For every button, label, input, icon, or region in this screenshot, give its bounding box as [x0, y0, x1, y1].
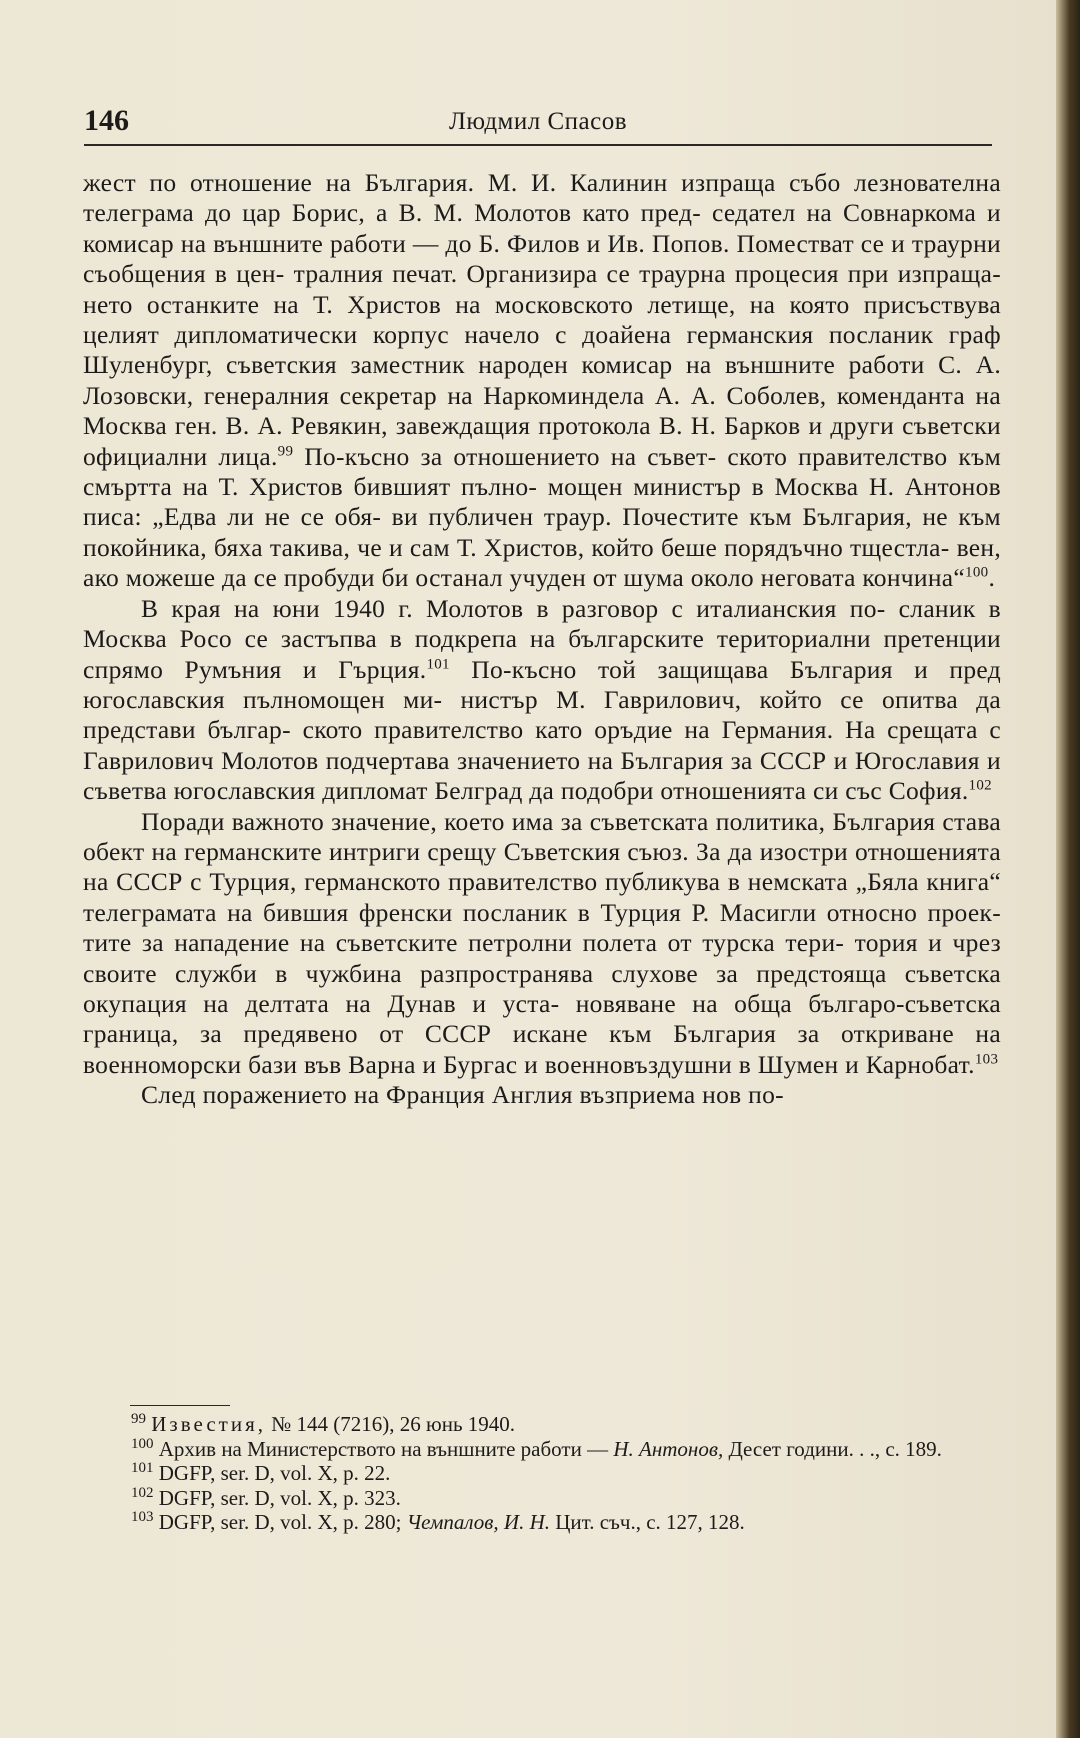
footnote-ref: 100	[965, 564, 989, 581]
footnote-text: Цит. съч., с. 127, 128.	[555, 1510, 745, 1535]
footnote-text: DGFP, ser. D, vol. X, p. 323.	[158, 1485, 401, 1510]
footnote-text: DGFP, ser. D, vol. X, p. 22.	[158, 1461, 391, 1486]
footnote-100	[83, 1437, 1001, 1462]
paragraph-text: Поради важното значение, което има за съветската политика, България става обект на германските интриги срещу Съветския съюз. За да изостри отношенията на СССР с Турция, германското правителство публикува в немската „Бяла книга“ телеграмата на бившия френски посланик в Турция Р. Масигли относно проек- тите за нападение на съветските петролни полета от турска тери- тория и чрез своите служби в чужбина разпространява слухове за предстояща съветска окупация на делтата на Дунав и уста- новяване на обща българо-съветска граница, за предявено от СССР искане към България за откриване на военноморски бази във Варна и Бургас и военновъздушни в Шумен и Карнобат.	[83, 806, 1001, 1079]
footnote-number: 99	[131, 1411, 146, 1427]
footnote-number: 100	[131, 1435, 154, 1452]
paragraph-2	[83, 594, 1001, 807]
paragraph-text: жест по отношение на България. М. И. Калинин изпраща събо лезнователна телеграма до цар Борис, а В. М. Молотов като пред- седател на Совнаркома и комисар на външните работи — до Б. Филов и Ив. Попов. Поместват се и траурни съобщения в цен- тралния печат. Организира се траурна процесия при изпраща- нето останките на Т. Христов на московското летище, на която присъствува целият дипломатически корпус начело с доайена германския посланик граф Шуленбург, съветския заместник народен комисар на външните работи С. А. Лозовски, генералния секретар на Наркоминдела А. А. Соболев, коменданта на Москва ген. В. А. Ревякин, завеждащия протокола В. Н. Барков и други съветски официални лица.	[83, 168, 1001, 471]
footnotes	[83, 1412, 1001, 1535]
footnote-99	[83, 1412, 1001, 1437]
footnote-ref: 102	[968, 777, 992, 794]
body-text	[83, 168, 1001, 1111]
footnote-ref: 103	[974, 1051, 999, 1068]
footnote-source: Известия,	[151, 1412, 266, 1436]
footnote-text: DGFP, ser. D, vol. X, p. 280;	[158, 1510, 402, 1535]
page-edge-shadow	[1056, 0, 1080, 1738]
footnote-101	[83, 1461, 1001, 1486]
footnote-103	[83, 1510, 1001, 1535]
footnote-number: 102	[131, 1484, 154, 1501]
paragraph-4	[83, 1080, 1001, 1110]
running-title: Людмил Спасов	[448, 108, 628, 135]
page-number: 146	[84, 104, 129, 137]
footnote-text: Десет години. . ., с. 189.	[728, 1436, 942, 1461]
paragraph-text: След поражението на Франция Англия възприема нов по-	[141, 1080, 784, 1110]
footnote-number: 101	[131, 1460, 154, 1477]
footnote-102	[83, 1486, 1001, 1511]
footnote-text: № 144 (7216), 26 юнь 1940.	[271, 1412, 516, 1436]
paragraph-1: жест по отношение на България. М. И. Калинин изпраща събо лезнователна телеграма до цар Борис, а В. М. Молотов като пред- седател на Совнаркома и комисар на външните работи — до Б. Филов и Ив. Попов. Поместват се и траурни съобщения в цен- тралния печат. Организира се траурна процесия при изпраща- нето останките на Т. Христов на московското летище, на която присъствува целият дипломатически корпус начело с доайена германския посланик граф Шуленбург, съветския заместник народен комисар на външните работи С. А. Лозовски, генералния секретар на Наркоминдела А. А. Соболев, коменданта на Москва ген. В. А. Ревякин, завеждащия протокола В. Н. Барков и други съветски официални лица.$^{99}$ По-късно за отношението на съвет- ското правителство към смъртта на Т. Христов бившият пълно- мощен министър в Москва Н. Антонов писа: „Едва ли не се обя- ви публичен траур. Почестите към България, не към покойника, бяха такива, че и сам Т. Христов, който беше порядъчно тщестла- вен, ако можеше да се пробуди би останал учуден от шума около неговата кончина“$^{100}$.	[83, 168, 1001, 593]
paragraph-text: По-късно за отношението на съвет- ското правителство към смъртта на Т. Христов бившият пълно- мощен министър в Москва Н. Антонов писа: „Едва ли не се обя- ви публичен траур. Почестите към България, не към покойника, бяха такива, че и сам Т. Христов, който беше порядъчно тщестла- вен, ако можеше да се пробуди би останал учуден от шума около неговата кончина“	[83, 441, 1001, 593]
footnote-rule	[130, 1405, 230, 1406]
footnote-text: Архив на Министерството на външните работи —	[158, 1436, 609, 1461]
paragraph-text: В края на юни 1940 г. Молотов в разговор с италианския по- сланик в Москва Росо се застъпва в подкрепа на българските териториални претенции спрямо Румъния и Гърция.	[83, 593, 1001, 684]
footnote-ref: 101	[426, 656, 450, 672]
page-header	[84, 104, 992, 146]
footnote-number: 103	[131, 1509, 154, 1526]
footnote-author: Чемпалов, И. Н.	[406, 1510, 550, 1535]
footnote-ref: 99	[277, 443, 294, 460]
footnote-author: Н. Антонов,	[613, 1436, 724, 1461]
paragraph-text: По-късно той защищава България и пред югославския пълномощен ми- нистър М. Гаврилович, който се опитва да представи българ- ското правителство като оръдие на Германия. На срещата с Гаврилович Молотов подчертава значението на България за СССР и Югославия и съветва югославския дипломат Белград да подобри отношенията си със София.	[83, 654, 1001, 806]
paragraph-3	[83, 807, 1001, 1081]
